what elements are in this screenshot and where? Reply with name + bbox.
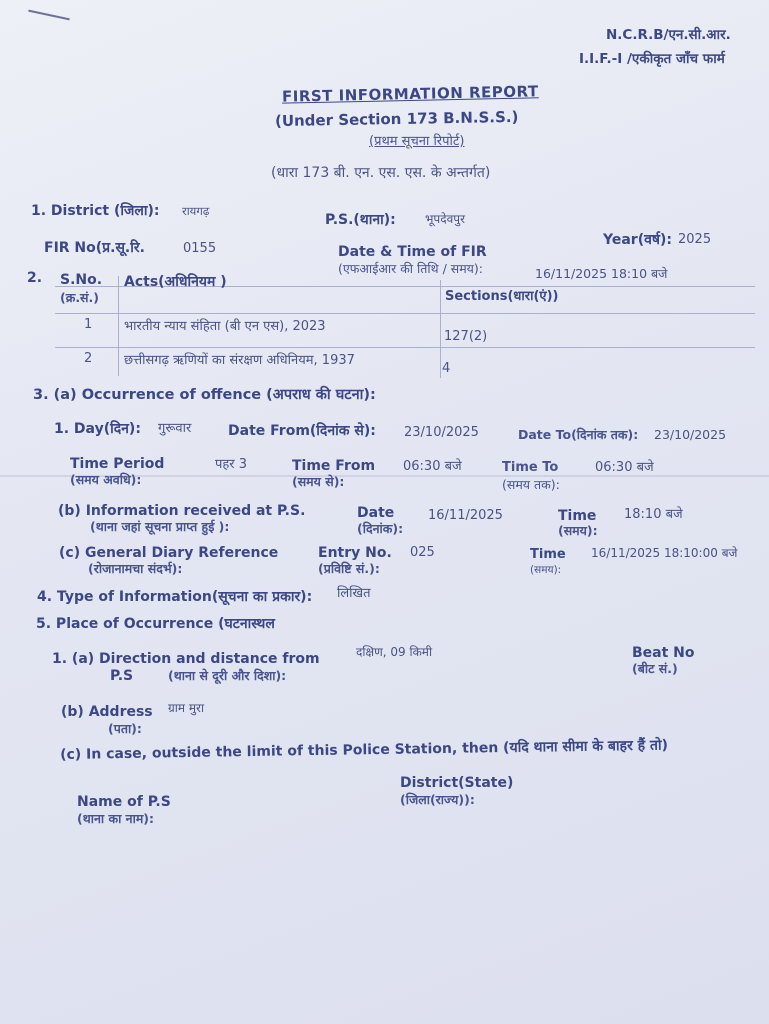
date-from-label: Date From(दिनांक से): [228, 423, 376, 439]
time-to-label: Time To [502, 460, 559, 475]
info-time-value: 18:10 बजे [624, 507, 683, 522]
address-label-hindi: (पता): [108, 721, 142, 736]
gd-time-label-hindi: (समय): [530, 564, 562, 576]
direction-distance-label: 1. (a) Direction and distance from [52, 651, 320, 667]
table-row-1-section: 127(2) [444, 329, 488, 344]
table-rule [440, 280, 441, 378]
address-value: ग्राम मुरा [168, 701, 205, 715]
district-state-label: District(State) [400, 775, 514, 791]
beat-no-label-hindi: (बीट सं.) [632, 661, 678, 676]
time-to-label-hindi: (समय तक): [502, 477, 560, 492]
time-period-label: Time Period [70, 456, 165, 472]
time-from-label-hindi: (समय से): [292, 474, 345, 489]
time-from-label: Time From [292, 458, 376, 474]
col-sno-header-hindi: (क्र.सं.) [60, 290, 99, 305]
time-from-value: 06:30 बजे [403, 459, 462, 474]
report-title: FIRST INFORMATION REPORT [281, 82, 539, 106]
ps-name-label-hindi: (थाना का नाम): [77, 811, 155, 826]
day-label: 1. Day(दिन): [54, 421, 141, 437]
table-rule [118, 276, 119, 376]
col-acts-header: Acts(अधिनियम ) [124, 274, 227, 290]
general-diary-label: (c) General Diary Reference [59, 545, 279, 561]
date-from-value: 23/10/2025 [404, 425, 479, 440]
info-date-label: Date [357, 505, 395, 521]
address-label: (b) Address [61, 704, 153, 720]
time-period-label-hindi: (समय अवधि): [70, 472, 142, 487]
type-of-information-label: 4. Type of Information(सूचना का प्रकार): [37, 589, 313, 605]
outside-limit-label: (c) In case, outside the limit of this Police Station, then (यदि थाना सीमा के बाहर हैं तो) [60, 737, 669, 763]
district-state-label-hindi: (जिला(राज्य)): [400, 792, 475, 807]
info-time-label: Time [558, 508, 597, 524]
year-label: Year(वर्ष): [603, 232, 672, 248]
direction-distance-label-hindi: (थाना से दूरी और दिशा): [168, 668, 287, 683]
fir-datetime-label-hindi: (एफआईआर की तिथि / समय): [338, 261, 484, 276]
table-row-2-act: छत्तीसगढ़ ऋणियों का संरक्षण अधिनियम, 1937 [124, 353, 355, 368]
table-row-1-sno: 1 [84, 317, 93, 332]
info-time-label-hindi: (समय): [558, 523, 598, 538]
occurrence-label: 3. (a) Occurrence of offence (अपराध की घटना): [33, 387, 376, 403]
table-rule [55, 313, 755, 314]
time-period-value: पहर 3 [215, 457, 248, 472]
table-row-2-section: 4 [442, 361, 451, 376]
general-diary-label-hindi: (रोजानामचा संदर्भ): [88, 561, 183, 576]
type-of-information-value: लिखित [337, 586, 371, 601]
info-date-value: 16/11/2025 [428, 508, 503, 523]
report-title-hindi: (प्रथम सूचना रिपोर्ट) [369, 134, 465, 149]
direction-distance-label-ps: P.S [110, 668, 134, 684]
col-sections-header: Sections(धारा(एं)) [445, 289, 559, 304]
fir-no-label: FIR No(प्र.सू.रि. [44, 240, 145, 256]
fir-datetime-value: 16/11/2025 18:10 बजे [535, 266, 668, 281]
ps-value: भूपदेवपुर [425, 212, 466, 226]
table-rule [55, 347, 755, 348]
gd-time-value: 16/11/2025 18:10:00 बजे [591, 546, 738, 560]
entry-no-label: Entry No. [318, 545, 392, 561]
date-to-label: Date To(दिनांक तक): [518, 427, 639, 442]
gd-time-label: Time [530, 547, 566, 562]
fir-no-value: 0155 [183, 241, 217, 256]
acts-section-number: 2. [27, 270, 43, 286]
iif-label: I.I.F.-I /एकीकृत जाँच फार्म [579, 51, 725, 67]
pen-mark [28, 10, 69, 21]
info-date-label-hindi: (दिनांक): [357, 521, 404, 536]
table-row-1-act: भारतीय न्याय संहिता (बी एन एस), 2023 [124, 319, 326, 334]
year-value: 2025 [678, 232, 712, 247]
district-label: 1. District (जिला): [31, 203, 160, 219]
fir-datetime-label: Date & Time of FIR [338, 244, 487, 260]
day-value: गुरूवार [158, 421, 192, 436]
ncrb-label: N.C.R.B/एन.सी.आर. [606, 27, 731, 43]
time-to-value: 06:30 बजे [595, 460, 654, 475]
direction-distance-value: दक्षिण, 09 किमी [356, 645, 433, 659]
info-received-label: (b) Information received at P.S. [58, 503, 306, 519]
table-row-2-sno: 2 [84, 351, 93, 366]
ps-name-label: Name of P.S [77, 794, 171, 810]
col-sno-header: S.No. [60, 272, 103, 288]
info-received-label-hindi: (थाना जहां सूचना प्राप्त हुई ): [90, 519, 230, 534]
beat-no-label: Beat No [632, 645, 695, 661]
report-under-hindi: (धारा 173 बी. एन. एस. एस. के अन्तर्गत) [271, 165, 491, 181]
place-of-occurrence-label: 5. Place of Occurrence (घटनास्थल [36, 616, 275, 632]
date-to-value: 23/10/2025 [654, 427, 727, 442]
entry-no-label-hindi: (प्रविष्टि सं.): [318, 561, 380, 576]
entry-no-value: 025 [410, 545, 435, 560]
ps-label: P.S.(थाना): [325, 212, 396, 228]
district-value: रायगढ़ [182, 204, 210, 218]
report-section-under: (Under Section 173 B.N.S.S.) [274, 107, 519, 131]
